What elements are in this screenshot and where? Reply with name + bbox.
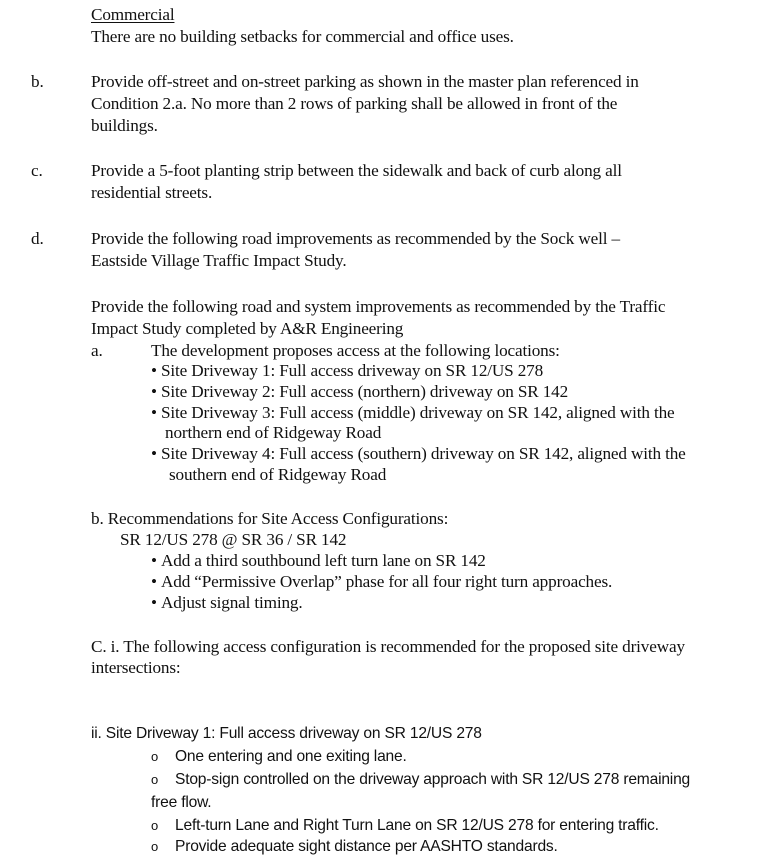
recommendation-item <box>151 571 612 593</box>
config-item <box>151 815 659 837</box>
item-c-line-2: residential streets. <box>91 183 213 202</box>
sub-b-heading: b. Recommendations for Site Access Configurations: <box>91 509 449 528</box>
recommendation-text: Add “Permissive Overlap” phase for all four right turn approaches. <box>161 572 613 591</box>
bullet-icon: • <box>151 361 157 380</box>
config-item <box>151 769 690 791</box>
sub-c-line-1: C. i. The following access configuration is recommended for the proposed site driveway <box>91 637 685 656</box>
driveway-item <box>151 360 543 382</box>
driveway-text-continued: southern end of Ridgeway Road <box>169 465 387 484</box>
circle-bullet-icon: o <box>151 839 159 854</box>
sub-b-intersection: SR 12/US 278 @ SR 36 / SR 142 <box>120 530 347 549</box>
item-b-line-1: Provide off-street and on-street parking as shown in the master plan referenced in <box>91 72 639 91</box>
circle-bullet-icon: o <box>151 818 159 833</box>
recommendation-text: Adjust signal timing. <box>161 593 303 612</box>
recommendation-item <box>151 592 303 614</box>
sub-ii-heading: ii. Site Driveway 1: Full access driveway on SR 12/US 278 <box>91 725 482 742</box>
item-d-line-2: Eastside Village Traffic Impact Study. <box>91 251 347 270</box>
item-b-marker: b. <box>31 72 44 91</box>
config-text-continued: free flow. <box>151 794 212 811</box>
item-b-line-3: buildings. <box>91 116 158 135</box>
bullet-icon: • <box>151 551 157 570</box>
driveway-text-continued: northern end of Ridgeway Road <box>165 423 382 442</box>
traffic-study-line-1: Provide the following road and system improvements as recommended by the Traffic <box>91 297 666 316</box>
driveway-item <box>151 381 568 403</box>
driveway-item <box>151 443 686 465</box>
circle-bullet-icon: o <box>151 772 159 787</box>
driveway-text: Site Driveway 4: Full access (southern) driveway on SR 142, aligned with the <box>161 444 686 463</box>
item-d-line-1: Provide the following road improvements as recommended by the Sock well – <box>91 229 620 248</box>
item-c-marker: c. <box>31 161 43 180</box>
traffic-study-line-2: Impact Study completed by A&R Engineering <box>91 319 404 338</box>
item-b-line-2: Condition 2.a. No more than 2 rows of parking shall be allowed in front of the <box>91 94 618 113</box>
config-item <box>151 746 407 768</box>
item-d-marker: d. <box>31 229 44 248</box>
commercial-text: There are no building setbacks for commercial and office uses. <box>91 27 514 46</box>
bullet-icon: • <box>151 593 157 612</box>
recommendation-text: Add a third southbound left turn lane on SR 142 <box>161 551 486 570</box>
config-text: Left-turn Lane and Right Turn Lane on SR 12/US 278 for entering traffic. <box>175 817 659 834</box>
recommendation-item <box>151 550 486 572</box>
sub-a-marker: a. <box>91 341 103 360</box>
config-text: Provide adequate sight distance per AASHTO standards. <box>175 838 558 855</box>
sub-c-line-2: intersections: <box>91 658 181 677</box>
config-text: One entering and one exiting lane. <box>175 748 407 765</box>
driveway-text: Site Driveway 1: Full access driveway on SR 12/US 278 <box>161 361 544 380</box>
commercial-heading: Commercial <box>91 5 175 24</box>
bullet-icon: • <box>151 572 157 591</box>
sub-a-intro: The development proposes access at the following locations: <box>151 341 560 360</box>
bullet-icon: • <box>151 382 157 401</box>
config-item <box>151 836 558 858</box>
item-c-line-1: Provide a 5-foot planting strip between the sidewalk and back of curb along all <box>91 161 622 180</box>
bullet-icon: • <box>151 444 157 463</box>
bullet-icon: • <box>151 403 157 422</box>
circle-bullet-icon: o <box>151 749 159 764</box>
driveway-text: Site Driveway 2: Full access (northern) driveway on SR 142 <box>161 382 569 401</box>
driveway-item <box>151 402 675 424</box>
config-text: Stop-sign controlled on the driveway approach with SR 12/US 278 remaining <box>175 771 691 788</box>
driveway-text: Site Driveway 3: Full access (middle) driveway on SR 142, aligned with the <box>161 403 675 422</box>
